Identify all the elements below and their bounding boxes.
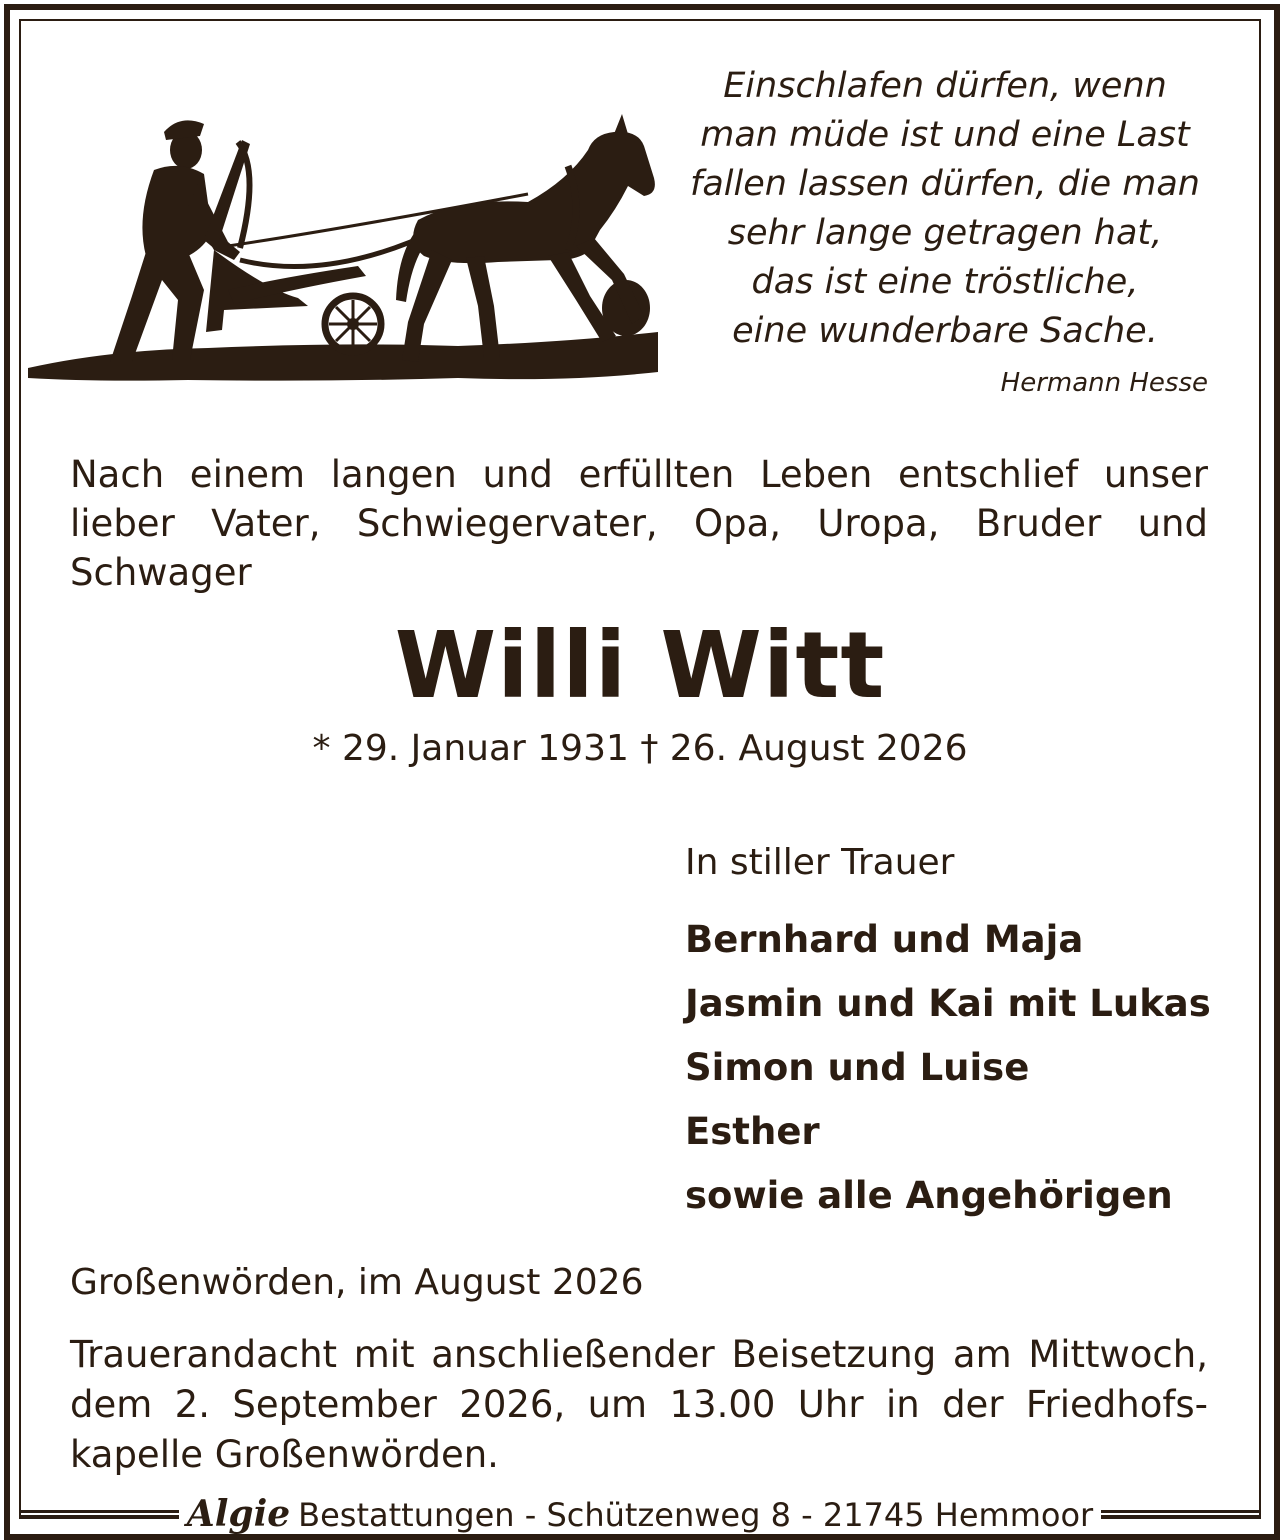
footer bbox=[0, 1492, 1280, 1537]
quote-line: das ist eine tröstliche, bbox=[751, 262, 1139, 302]
life-dates: * 29. Januar 1931 † 26. August 2026 bbox=[312, 728, 968, 769]
quote-line: man müde ist und eine Last bbox=[700, 115, 1190, 155]
mourners-list bbox=[685, 908, 1211, 1228]
place-date: Großenwörden, im August 2026 bbox=[70, 1262, 644, 1303]
mourning-label: In stiller Trauer bbox=[685, 842, 955, 883]
deceased-name: Willi Witt bbox=[394, 612, 886, 719]
mourner-entry: Jasmin und Kai mit Lukas bbox=[685, 982, 1211, 1025]
hesse-quote bbox=[665, 62, 1225, 356]
service-details: Trauerandacht mit anschließender Beisetzung am Mittwoch, dem 2. September 2026, um 13.00 Uhr in der Friedhofs-kapelle Großenwörden. bbox=[70, 1333, 1208, 1476]
quote-line: fallen lassen dürfen, die man bbox=[690, 164, 1200, 204]
undertaker-logo: Algie bbox=[186, 1493, 291, 1535]
footer-address: Bestattungen - Schützenweg 8 - 21745 Hemmoor bbox=[298, 1496, 1094, 1534]
intro-text: Nach einem langen und erfüllten Leben entschlief unser lieber Vater, Schwiegervater, Opa, Uropa, Bruder und Schwager bbox=[70, 453, 1208, 594]
quote-author: Hermann Hesse bbox=[1000, 368, 1208, 398]
mourner-entry: Esther bbox=[685, 1110, 820, 1153]
mourner-entry: sowie alle Angehörigen bbox=[685, 1174, 1173, 1217]
footer-label bbox=[179, 1493, 1101, 1535]
mourner-entry: Simon und Luise bbox=[685, 1046, 1030, 1089]
quote-line: Einschlafen dürfen, wenn bbox=[723, 66, 1167, 106]
mourner-entry: Bernhard und Maja bbox=[685, 918, 1084, 961]
farmer-plowing-with-horse-icon bbox=[28, 110, 658, 400]
quote-line: sehr lange getragen hat, bbox=[727, 213, 1163, 253]
quote-line: eine wunderbare Sache. bbox=[732, 311, 1158, 351]
